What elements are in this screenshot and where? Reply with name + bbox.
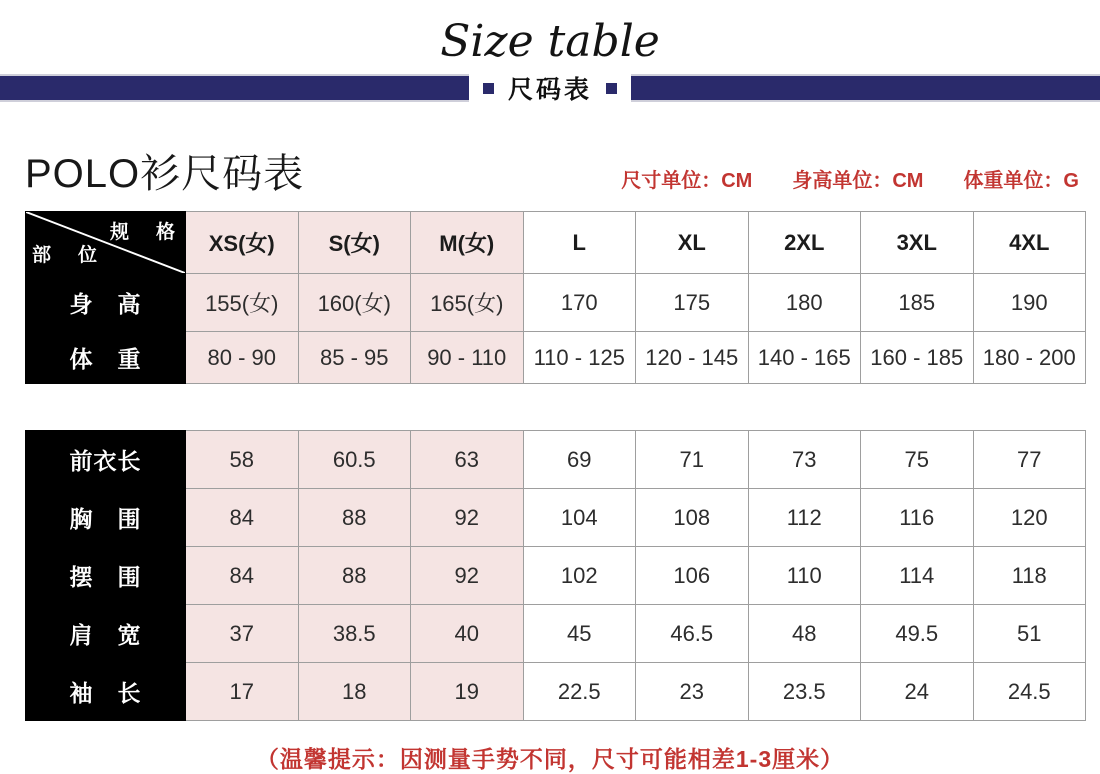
value-cell: 90 - 110 bbox=[411, 332, 524, 384]
table-row bbox=[26, 274, 1086, 332]
banner bbox=[0, 72, 1100, 104]
unit-height: 身高单位：CM bbox=[792, 170, 924, 192]
value-cell: 160 - 185 bbox=[861, 332, 974, 384]
value-cell: 140 - 165 bbox=[748, 332, 861, 384]
value-cell: 114 bbox=[861, 547, 974, 605]
value-cell: 71 bbox=[636, 431, 749, 489]
value-cell: 120 bbox=[973, 489, 1086, 547]
value-cell: 180 bbox=[748, 274, 861, 332]
column-header: M(女) bbox=[411, 212, 524, 274]
value-cell: 49.5 bbox=[861, 605, 974, 663]
value-cell: 180 - 200 bbox=[973, 332, 1086, 384]
corner-label-spec: 规 格 bbox=[109, 222, 179, 243]
value-cell: 45 bbox=[523, 605, 636, 663]
value-cell: 106 bbox=[636, 547, 749, 605]
value-cell: 110 bbox=[748, 547, 861, 605]
value-cell: 102 bbox=[523, 547, 636, 605]
banner-label: 尺码表 bbox=[508, 76, 593, 104]
column-header: XL bbox=[636, 212, 749, 274]
column-header: 2XL bbox=[748, 212, 861, 274]
value-cell: 116 bbox=[861, 489, 974, 547]
table-row bbox=[26, 605, 1086, 663]
value-cell: 165(女) bbox=[411, 274, 524, 332]
value-cell: 108 bbox=[636, 489, 749, 547]
square-bullet-icon bbox=[483, 83, 494, 94]
banner-center bbox=[469, 70, 631, 106]
value-cell: 155(女) bbox=[186, 274, 299, 332]
value-cell: 77 bbox=[973, 431, 1086, 489]
value-cell: 104 bbox=[523, 489, 636, 547]
value-cell: 18 bbox=[298, 663, 411, 721]
page-title: Size table bbox=[440, 16, 660, 67]
value-cell: 110 - 125 bbox=[523, 332, 636, 384]
value-cell: 160(女) bbox=[298, 274, 411, 332]
value-cell: 92 bbox=[411, 489, 524, 547]
value-cell: 88 bbox=[298, 489, 411, 547]
value-cell: 88 bbox=[298, 547, 411, 605]
size-table-header-row bbox=[26, 212, 1086, 274]
heading-row bbox=[25, 142, 1085, 199]
row-label: 体 重 bbox=[26, 332, 186, 384]
value-cell: 185 bbox=[861, 274, 974, 332]
value-cell: 58 bbox=[186, 431, 299, 489]
row-label: 袖 长 bbox=[26, 663, 186, 721]
square-bullet-icon bbox=[606, 83, 617, 94]
table-row bbox=[26, 332, 1086, 384]
table-row bbox=[26, 547, 1086, 605]
column-header: L bbox=[523, 212, 636, 274]
table-row bbox=[26, 489, 1086, 547]
value-cell: 69 bbox=[523, 431, 636, 489]
banner-bar-right bbox=[631, 74, 1100, 102]
corner-diagonal-cell bbox=[26, 212, 186, 274]
size-table bbox=[25, 211, 1086, 384]
units-group bbox=[621, 164, 1085, 199]
value-cell: 175 bbox=[636, 274, 749, 332]
value-cell: 92 bbox=[411, 547, 524, 605]
value-cell: 170 bbox=[523, 274, 636, 332]
value-cell: 24 bbox=[861, 663, 974, 721]
value-cell: 23 bbox=[636, 663, 749, 721]
value-cell: 48 bbox=[748, 605, 861, 663]
row-label: 身 高 bbox=[26, 274, 186, 332]
value-cell: 73 bbox=[748, 431, 861, 489]
value-cell: 23.5 bbox=[748, 663, 861, 721]
reminder-note: （温馨提示：因测量手势不同，尺寸可能相差1-3厘米） bbox=[255, 746, 845, 772]
value-cell: 51 bbox=[973, 605, 1086, 663]
value-cell: 38.5 bbox=[298, 605, 411, 663]
column-header: 4XL bbox=[973, 212, 1086, 274]
corner-label-part: 部 位 bbox=[32, 245, 102, 266]
value-cell: 19 bbox=[411, 663, 524, 721]
measure-table bbox=[25, 430, 1086, 721]
value-cell: 60.5 bbox=[298, 431, 411, 489]
value-cell: 120 - 145 bbox=[636, 332, 749, 384]
value-cell: 40 bbox=[411, 605, 524, 663]
value-cell: 46.5 bbox=[636, 605, 749, 663]
row-label: 肩 宽 bbox=[26, 605, 186, 663]
value-cell: 80 - 90 bbox=[186, 332, 299, 384]
banner-bar-left bbox=[0, 74, 469, 102]
row-label: 摆 围 bbox=[26, 547, 186, 605]
value-cell: 24.5 bbox=[973, 663, 1086, 721]
title-block bbox=[0, 0, 1100, 70]
column-header: XS(女) bbox=[186, 212, 299, 274]
unit-weight: 体重单位：G bbox=[963, 170, 1079, 192]
value-cell: 190 bbox=[973, 274, 1086, 332]
table-row bbox=[26, 431, 1086, 489]
value-cell: 17 bbox=[186, 663, 299, 721]
value-cell: 112 bbox=[748, 489, 861, 547]
row-label: 胸 围 bbox=[26, 489, 186, 547]
value-cell: 84 bbox=[186, 489, 299, 547]
value-cell: 118 bbox=[973, 547, 1086, 605]
table-row bbox=[26, 663, 1086, 721]
section-heading: POLO衫尺码表 bbox=[25, 152, 305, 196]
column-header: S(女) bbox=[298, 212, 411, 274]
value-cell: 84 bbox=[186, 547, 299, 605]
unit-size: 尺寸单位：CM bbox=[621, 170, 753, 192]
value-cell: 75 bbox=[861, 431, 974, 489]
column-header: 3XL bbox=[861, 212, 974, 274]
value-cell: 85 - 95 bbox=[298, 332, 411, 384]
value-cell: 63 bbox=[411, 431, 524, 489]
value-cell: 37 bbox=[186, 605, 299, 663]
row-label: 前衣长 bbox=[26, 431, 186, 489]
value-cell: 22.5 bbox=[523, 663, 636, 721]
